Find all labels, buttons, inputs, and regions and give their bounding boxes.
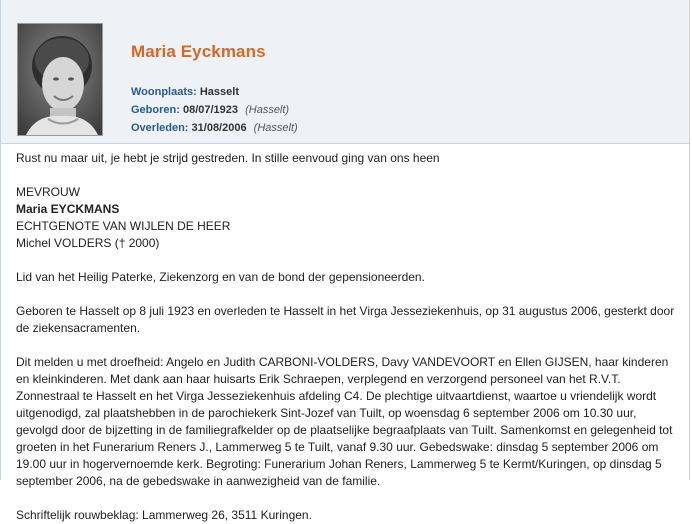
geboren-label: Geboren: xyxy=(131,104,180,116)
condolence-address: Schriftelijk rouwbeklag: Lammerweg 26, 3511 Kuringen. xyxy=(16,508,312,522)
overleden-label: Overleden: xyxy=(131,122,189,134)
overleden-row xyxy=(131,122,298,134)
obituary-text xyxy=(16,150,676,524)
overleden-value: 31/08/2006 xyxy=(191,122,247,134)
spouse-title: ECHTGENOTE VAN WIJLEN DE HEER xyxy=(16,219,231,233)
geboren-row xyxy=(131,104,289,116)
spouse-name: Michel VOLDERS († 2000) xyxy=(16,236,160,250)
announcement-text: Dit melden u met droefheid: Angelo en Judith CARBONI-VOLDERS, Davy VANDEVOORT en Ellen GIJSEN, haar kinderen en kleinkinderen. Met dank aan haar huisarts Erik Schraepen, verplegend en verzorgend personeel van het R.V.T. Zonnestraal te Hasselt en het Virga Jesseziekenhuis afdeling C4. De plechtige uitvaartdienst, waartoe u vriendelijk wordt uitgenodigd, zal plaatshebben in de parochiekerk Sint-Jozef van Tuilt, op woensdag 6 september 2006 om 10.30 uur, gevolgd door de bijzetting in de familiegrafkelder op de plaatselijke begraafplaats van Tuilt. Samenkomst en gelegenheid tot groeten in het Funerarium Reners J., Lammerweg 5 te Tuilt, vanaf 9.30 uur. Gebedswake: dinsdag 5 september 2006 om 19.00 uur in hogervernoemde kerk. Begroting: Funerarium Johan Reners, Lammerweg 5 te Kermt/Kuringen, op dinsdag 5 september 2006, na de gebedswake in aanwezigheid van de familie. xyxy=(16,355,673,488)
woonplaats-value: Hasselt xyxy=(199,86,239,98)
portrait-photo xyxy=(17,23,103,136)
birth-death-text: Geboren te Hasselt op 8 juli 1923 en overleden te Hasselt in het Virga Jesseziekenhuis, op 31 augustus 2006, gesterkt door de ziekensacramenten. xyxy=(16,304,675,335)
full-name: Maria EYCKMANS xyxy=(16,202,120,216)
geboren-place: (Hasselt) xyxy=(245,104,290,116)
deceased-name: Maria Eyckmans xyxy=(131,42,266,61)
intro-text: Rust nu maar uit, je hebt je strijd gestreden. In stille eenvoud ging van ons heen xyxy=(16,151,440,165)
geboren-value: 08/07/1923 xyxy=(182,104,239,116)
memberships: Lid van het Heilig Paterke, Ziekenzorg en van de bond der gepensioneerden. xyxy=(16,270,425,284)
overleden-place: (Hasselt) xyxy=(253,122,298,134)
title-mevrouw: MEVROUW xyxy=(16,185,80,199)
obituary-header xyxy=(1,0,689,144)
woonplaats-row xyxy=(131,86,239,98)
woonplaats-label: Woonplaats: xyxy=(131,86,197,98)
